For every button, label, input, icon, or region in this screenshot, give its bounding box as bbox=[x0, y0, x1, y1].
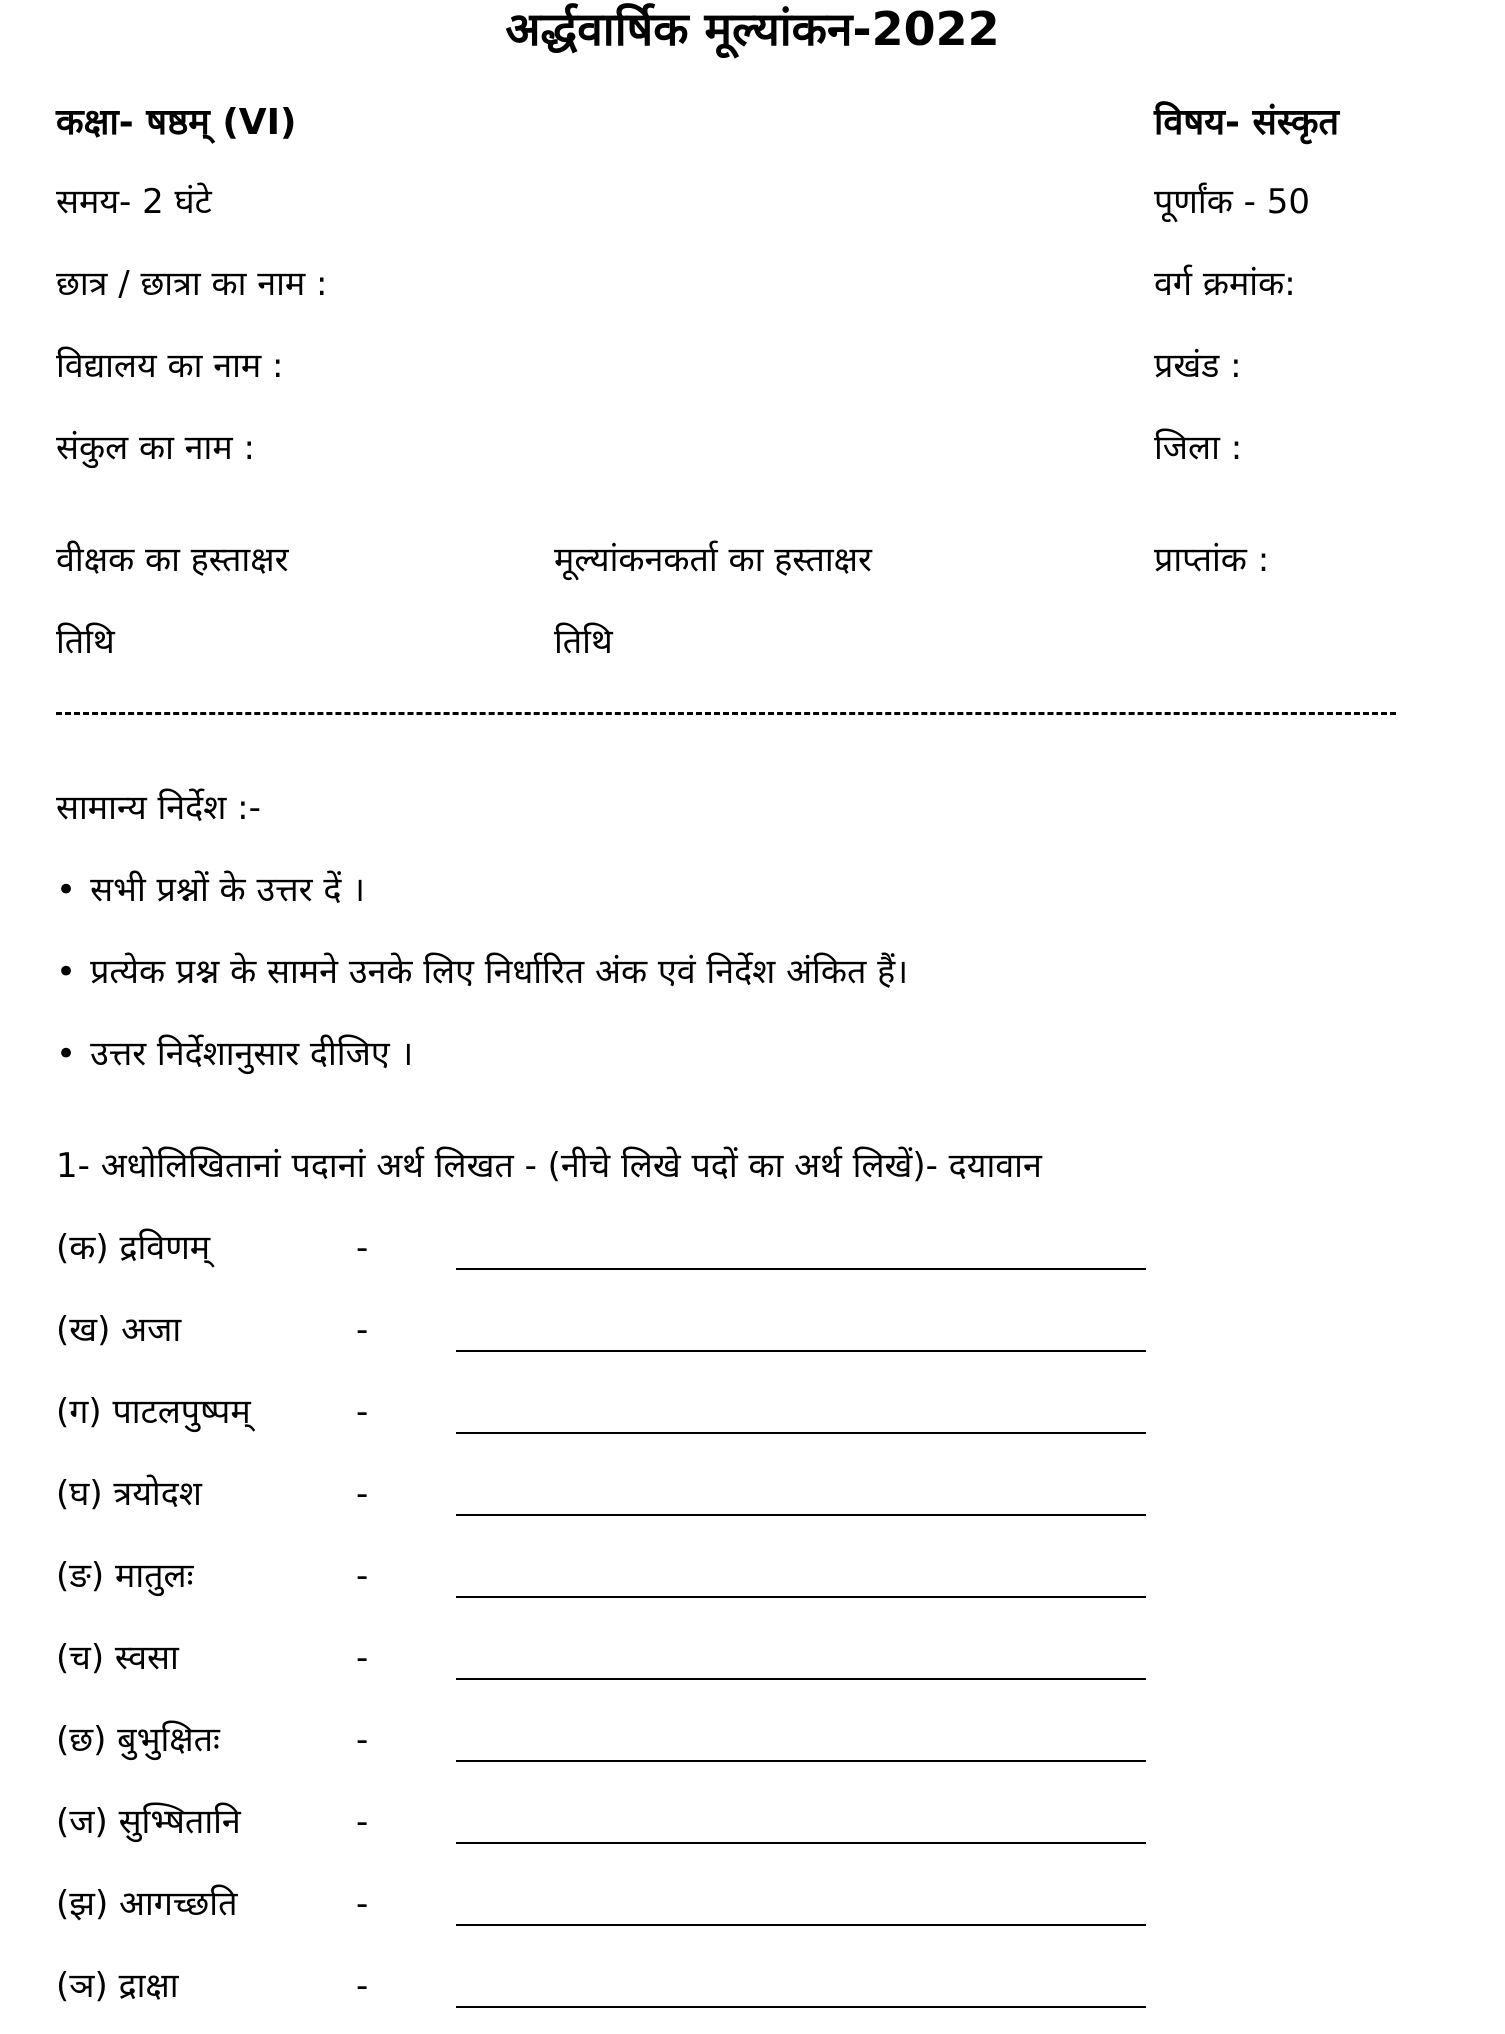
class-label: कक्षा- षष्ठम् (VI) bbox=[56, 102, 297, 143]
cluster-name-label: संकुल का नाम : bbox=[56, 428, 255, 468]
separator-dash: - bbox=[356, 1966, 369, 2006]
question-item-label: (ख) अजा bbox=[56, 1310, 182, 1350]
evaluator-date-label: तिथि bbox=[554, 622, 613, 662]
district-label: जिला : bbox=[1154, 428, 1243, 468]
answer-blank-line[interactable] bbox=[456, 1350, 1146, 1352]
roll-number-label: वर्ग क्रमांक: bbox=[1154, 264, 1296, 304]
separator-dash: - bbox=[356, 1884, 369, 1924]
bullet-icon: • bbox=[56, 1034, 77, 1074]
question-item-label: (ञ) द्राक्षा bbox=[56, 1966, 179, 2006]
answer-blank-line[interactable] bbox=[456, 2006, 1146, 2008]
answer-blank-line[interactable] bbox=[456, 1924, 1146, 1926]
bullet-icon: • bbox=[56, 952, 77, 992]
question-item bbox=[56, 1308, 1156, 1358]
question-item-label: (ङ) मातुलः bbox=[56, 1556, 194, 1596]
question-item-label: (छ) बुभुक्षितः bbox=[56, 1720, 220, 1760]
answer-blank-line[interactable] bbox=[456, 1760, 1146, 1762]
answer-blank-line[interactable] bbox=[456, 1432, 1146, 1434]
question-item bbox=[56, 1800, 1156, 1850]
instructions-heading: सामान्य निर्देश :- bbox=[56, 788, 261, 828]
question-item bbox=[56, 1636, 1156, 1686]
question-1-prompt: 1- अधोलिखितानां पदानां अर्थ लिखत - (नीचे लिखे पदों का अर्थ लिखें)- दयावान bbox=[56, 1146, 1042, 1186]
answer-blank-line[interactable] bbox=[456, 1596, 1146, 1598]
separator-dash: - bbox=[356, 1802, 369, 1842]
full-marks-label: पूर्णांक - 50 bbox=[1154, 182, 1310, 222]
separator-dash: - bbox=[356, 1228, 369, 1268]
instruction-item: • प्रत्येक प्रश्न के सामने उनके लिए निर्धारित अंक एवं निर्देश अंकित हैं। bbox=[56, 952, 909, 992]
separator-dash: - bbox=[356, 1638, 369, 1678]
question-item bbox=[56, 1964, 1156, 2014]
question-item bbox=[56, 1472, 1156, 1522]
instruction-item: • सभी प्रश्नों के उत्तर दें । bbox=[56, 870, 366, 910]
question-item bbox=[56, 1882, 1156, 1932]
marks-obtained-label: प्राप्तांक : bbox=[1154, 540, 1270, 580]
school-name-label: विद्यालय का नाम : bbox=[56, 346, 284, 386]
question-item-label: (घ) त्रयोदश bbox=[56, 1474, 202, 1514]
instruction-item: • उत्तर निर्देशानुसार दीजिए । bbox=[56, 1034, 414, 1074]
separator-dash: - bbox=[356, 1474, 369, 1514]
separator-dash: - bbox=[356, 1556, 369, 1596]
question-item-label: (झ) आगच्छति bbox=[56, 1884, 238, 1924]
answer-blank-line[interactable] bbox=[456, 1678, 1146, 1680]
answer-blank-line[interactable] bbox=[456, 1514, 1146, 1516]
question-item-label: (च) स्वसा bbox=[56, 1638, 179, 1678]
time-label: समय- 2 घंटे bbox=[56, 182, 212, 222]
question-item bbox=[56, 1226, 1156, 1276]
separator-dash: - bbox=[356, 1720, 369, 1760]
question-item bbox=[56, 1718, 1156, 1768]
block-label: प्रखंड : bbox=[1154, 346, 1242, 386]
question-item bbox=[56, 1390, 1156, 1440]
dashed-divider bbox=[56, 712, 1396, 715]
invigilator-date-label: तिथि bbox=[56, 622, 115, 662]
answer-blank-line[interactable] bbox=[456, 1268, 1146, 1270]
invigilator-signature-label: वीक्षक का हस्ताक्षर bbox=[56, 540, 289, 580]
separator-dash: - bbox=[356, 1392, 369, 1432]
answer-blank-line[interactable] bbox=[456, 1842, 1146, 1844]
question-item bbox=[56, 1554, 1156, 1604]
bullet-icon: • bbox=[56, 870, 77, 910]
separator-dash: - bbox=[356, 1310, 369, 1350]
question-item-label: (क) द्रविणम् bbox=[56, 1228, 211, 1268]
page-title: अर्द्धवार्षिक मूल्यांकन-2022 bbox=[505, 2, 1000, 56]
question-item-label: (ग) पाटलपुष्पम् bbox=[56, 1392, 251, 1432]
subject-label: विषय- संस्कृत bbox=[1154, 102, 1340, 143]
evaluator-signature-label: मूल्यांकनकर्ता का हस्ताक्षर bbox=[554, 540, 872, 580]
question-item-label: (ज) सुभ्षितानि bbox=[56, 1802, 241, 1842]
student-name-label: छात्र / छात्रा का नाम : bbox=[56, 264, 328, 304]
